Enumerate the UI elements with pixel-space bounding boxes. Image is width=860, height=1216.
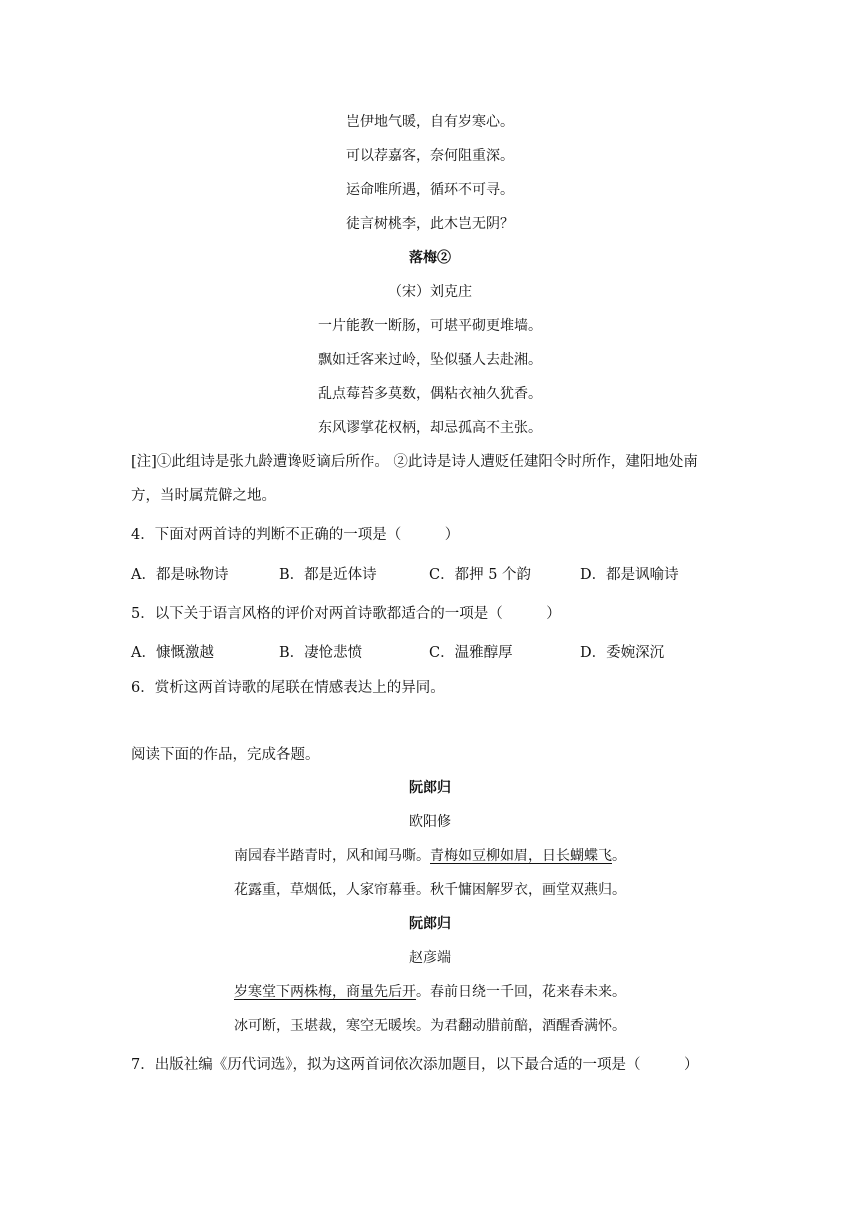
poem-line: 运命唯所遇，循环不可寻。: [346, 182, 514, 198]
poem-line: 徒言树桃李，此木岂无阴？: [346, 216, 514, 232]
option-c[interactable]: C．温雅醇厚: [429, 645, 513, 661]
ci-line: [0, 981, 860, 1001]
poem-author: （宋）刘克庄: [388, 284, 472, 300]
ci-line-text: 。: [612, 848, 626, 864]
question-stem: 4．下面对两首诗的判断不正确的一项是（ ）: [131, 527, 460, 543]
option-a[interactable]: A．都是咏物诗: [131, 567, 229, 583]
poem-line: 一片能教一断肠，可堪平砌更堆墙。: [318, 318, 542, 334]
section-intro: 阅读下面的作品，完成各题。: [131, 747, 320, 763]
ci-line: [0, 845, 860, 865]
option-d[interactable]: D．都是讽喻诗: [580, 567, 679, 583]
ci-line-text: 南园春半踏青时，风和闻马嘶。: [234, 848, 430, 864]
ci-title: 阮郎归: [409, 780, 451, 796]
poem-line: 乱点莓苔多莫数，偶粘衣袖久犹香。: [318, 386, 542, 402]
question-stem: 7．出版社编《历代词选》，拟为这两首词依次添加题目，以下最合适的一项是（ ）: [131, 1057, 699, 1073]
ci-author: 赵彦端: [409, 950, 451, 966]
underlined-phrase: 岁寒堂下两株梅，商量先后开: [234, 984, 416, 1000]
poem-line: 岂伊地气暖，自有岁寒心。: [346, 114, 514, 130]
ci-line: 冰可断，玉堪裁，寒空无暖埃。为君翻动腊前醅，酒醒香满怀。: [234, 1018, 626, 1034]
poem-title: 落梅②: [409, 250, 451, 266]
question-stem: 6．赏析这两首诗歌的尾联在情感表达上的异同。: [131, 680, 445, 696]
ci-author: 欧阳修: [409, 814, 451, 830]
note-line: 方，当时属荒僻之地。: [131, 488, 276, 504]
option-b[interactable]: B．都是近体诗: [279, 567, 377, 583]
poem-line: 东风谬掌花权柄，却忌孤高不主张。: [318, 420, 542, 436]
option-b[interactable]: B．凄怆悲愤: [279, 645, 363, 661]
ci-line-text: 。春前日绕一千回，花来春未来。: [416, 984, 626, 1000]
poem-line: 飘如迁客来过岭，坠似骚人去赴湘。: [318, 352, 542, 368]
ci-title: 阮郎归: [409, 916, 451, 932]
option-c[interactable]: C．都押 5 个韵: [429, 567, 532, 583]
poem-line: 可以荐嘉客，奈何阻重深。: [346, 148, 514, 164]
question-stem: 5．以下关于语言风格的评价对两首诗歌都适合的一项是（ ）: [131, 606, 561, 622]
ci-line: 花露重，草烟低，人家帘幕垂。秋千慵困解罗衣，画堂双燕归。: [234, 882, 626, 898]
underlined-phrase: 青梅如豆柳如眉，日长蝴蝶飞: [430, 848, 612, 864]
option-d[interactable]: D．委婉深沉: [580, 645, 665, 661]
option-a[interactable]: A．慷慨激越: [131, 645, 214, 661]
note-line: [注]①此组诗是张九龄遭谗贬谪后所作。 ②此诗是诗人遭贬任建阳令时所作，建阳地处南: [131, 454, 698, 470]
